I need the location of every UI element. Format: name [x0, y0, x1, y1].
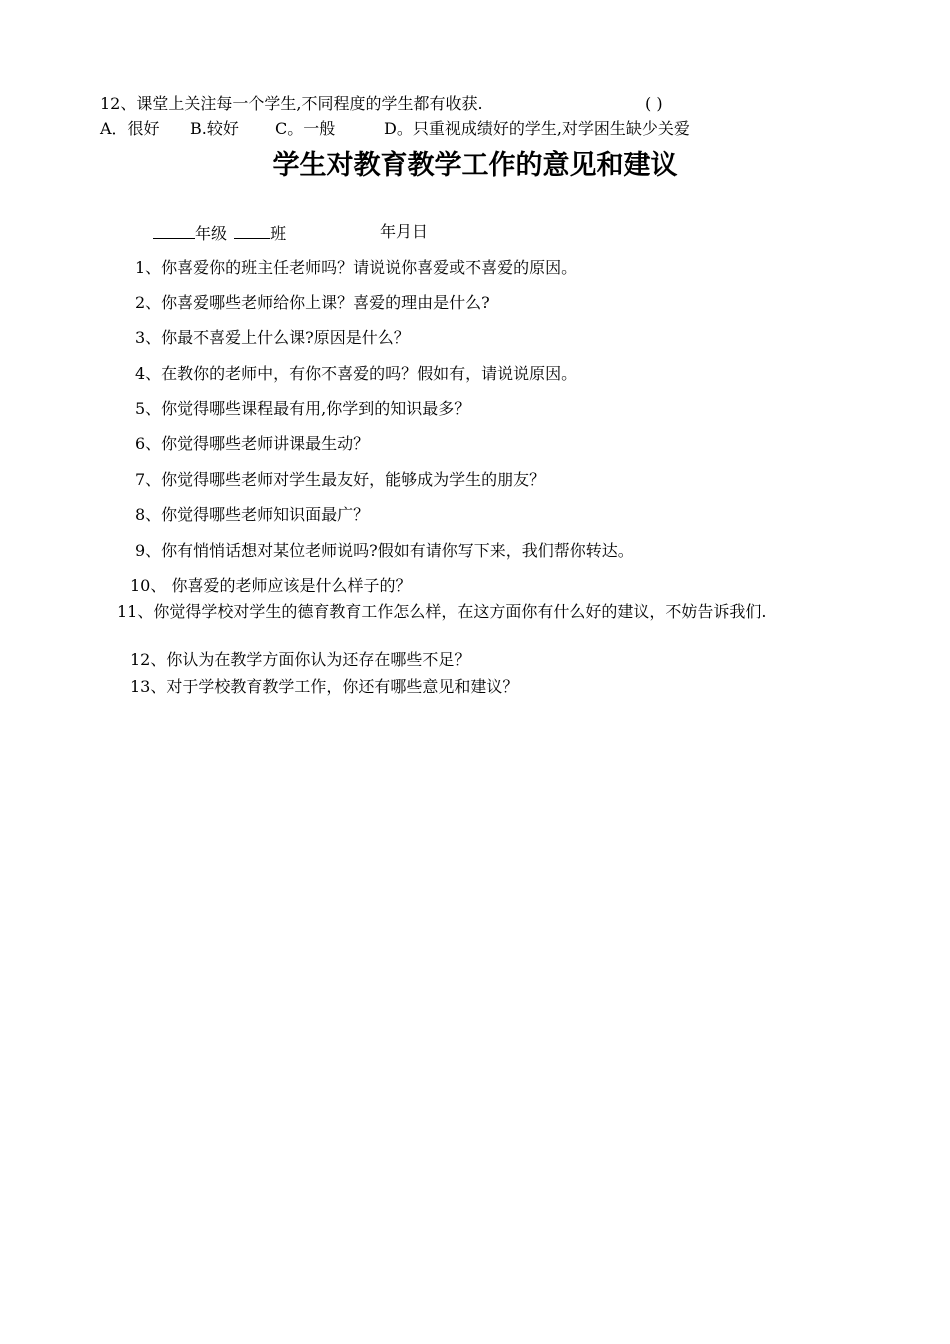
- list-item: 13、对于学校教育教学工作，你还有哪些意见和建议？: [130, 677, 519, 696]
- question-12-options: [100, 119, 160, 139]
- option-b: B.较好: [190, 119, 239, 138]
- list-item: 6、你觉得哪些老师讲课最生动？: [135, 434, 370, 453]
- list-item: 7、你觉得哪些老师对学生最友好，能够成为学生的朋友？: [135, 470, 546, 489]
- list-item: 3、你最不喜爱上什么课?原因是什么？: [135, 328, 410, 347]
- option-d: D。只重视成绩好的学生,对学困生缺少关爱: [384, 119, 690, 138]
- list-item: 10、 你喜爱的老师应该是什么样子的？: [130, 576, 412, 595]
- list-item: 5、你觉得哪些课程最有用,你学到的知识最多？: [135, 399, 471, 418]
- grade-label: 年级: [195, 224, 228, 243]
- list-item: 9、你有悄悄话想对某位老师说吗?假如有请你写下来，我们帮你转达。: [135, 541, 634, 560]
- list-item: 1、你喜爱你的班主任老师吗？请说说你喜爱或不喜爱的原因。: [135, 258, 578, 277]
- question-12: [100, 94, 483, 114]
- answer-paren: ( ): [645, 94, 663, 113]
- list-item: 8、你觉得哪些老师知识面最广？: [135, 505, 370, 524]
- grade-class-line: [153, 222, 286, 244]
- option-a: A．很好: [100, 119, 160, 138]
- class-label: 班: [270, 224, 287, 243]
- option-c: C。一般: [275, 119, 336, 138]
- list-item: 11、你觉得学校对学生的德育教育工作怎么样，在这方面你有什么好的建议，不妨告诉我们.: [117, 602, 767, 621]
- grade-blank[interactable]: [153, 222, 195, 239]
- date-label: 年月日: [380, 222, 429, 241]
- list-item: 12、你认为在教学方面你认为还存在哪些不足？: [130, 650, 471, 669]
- list-item: 2、你喜爱哪些老师给你上课？喜爱的理由是什么?: [135, 293, 490, 312]
- page-title: 学生对教育教学工作的意见和建议: [272, 150, 678, 181]
- class-blank[interactable]: [234, 222, 270, 239]
- list-item: 4、在教你的老师中，有你不喜爱的吗？假如有，请说说原因。: [135, 364, 578, 383]
- question-12-text: 12、课堂上关注每一个学生,不同程度的学生都有收获.: [100, 94, 483, 113]
